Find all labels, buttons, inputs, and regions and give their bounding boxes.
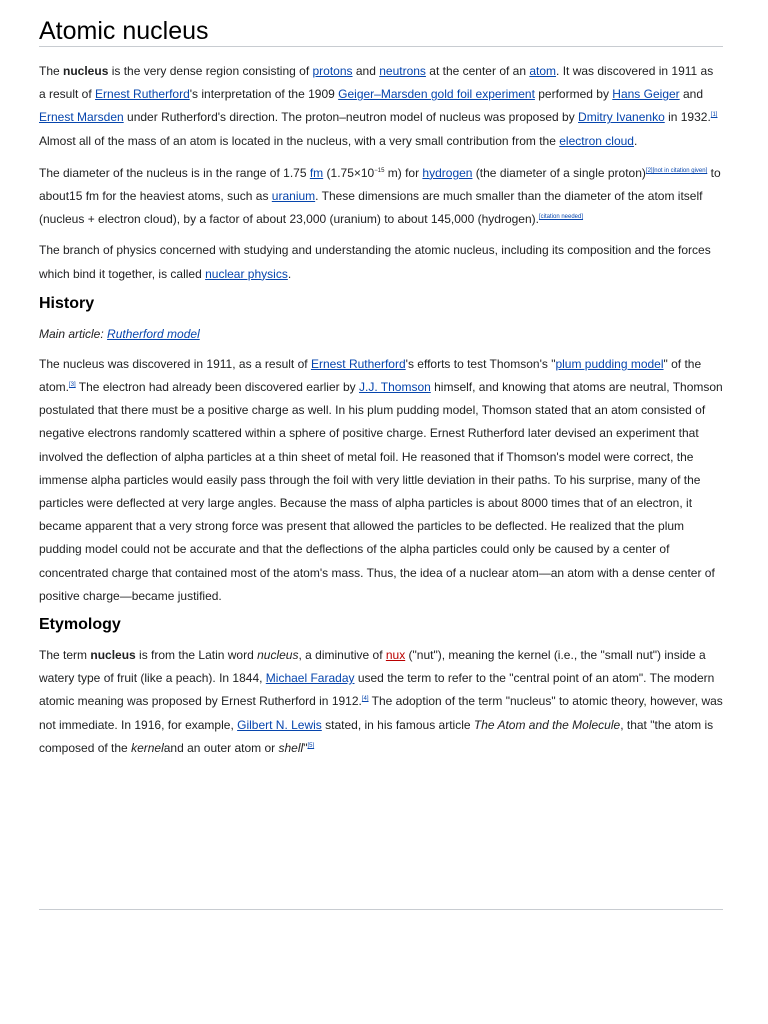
text: m) for — [384, 165, 423, 180]
link-neutrons[interactable]: neutrons — [379, 64, 426, 78]
text: and an outer atom or — [163, 740, 279, 755]
section-heading-etymology: Etymology — [39, 616, 121, 634]
italic-term: kernel — [131, 740, 164, 755]
italic-term: shell — [278, 740, 304, 755]
link-nux[interactable]: nux — [385, 648, 406, 663]
hatnote-main-article — [39, 324, 723, 344]
intro-paragraph-1 — [39, 60, 723, 153]
link-atom[interactable]: atom — [529, 64, 557, 78]
reference-2[interactable] — [646, 168, 707, 174]
text: " of the atom. — [39, 356, 702, 395]
link-hydrogen[interactable]: hydrogen — [422, 165, 473, 180]
reference-link[interactable]: [3] — [69, 382, 76, 389]
text: to about15 fm for the heaviest atoms, such as — [39, 165, 721, 204]
text: Almost all of the mass of an atom is located in the nucleus, with a very small contribution from the — [39, 133, 560, 148]
section-heading-history: History — [39, 294, 95, 312]
link-nuclear-physics[interactable]: nuclear physics — [205, 266, 288, 281]
text: (1.75×10 — [323, 165, 375, 180]
text: and — [352, 64, 380, 78]
citation-needed-link[interactable]: [citation needed] — [538, 214, 584, 221]
text: . These dimensions are much smaller than the diameter of the atom itself (nucleus + electron cloud), by a factor of about 23,000 (uranium) to about 145,000 (hydrogen). — [39, 189, 703, 227]
link-geiger-marsden-experiment[interactable]: Geiger–Marsden gold foil experiment — [338, 87, 535, 102]
link-hans-geiger[interactable]: Hans Geiger — [612, 87, 680, 102]
link-michael-faraday[interactable]: Michael Faraday — [265, 671, 355, 686]
text: The adoption of the term "nucleus" to atomic theory, however, was not immediate. In 1916, for example, — [39, 694, 723, 732]
reference-5[interactable] — [307, 743, 314, 749]
text: The — [39, 64, 64, 78]
reference-link[interactable]: [2][not in citation given] — [645, 167, 708, 174]
text: used the term to refer to the "central point of an atom". The modern atomic meaning was proposed by Ernest Rutherford in 1912. — [39, 671, 715, 709]
page-title: Atomic nucleus — [39, 16, 723, 47]
reference-link[interactable]: [5] — [307, 742, 315, 749]
link-plum-pudding-model[interactable]: plum pudding model — [555, 356, 664, 371]
reference-link[interactable]: [4] — [361, 696, 369, 703]
text: and — [679, 87, 704, 102]
text: The branch of physics concerned with studying and understanding the atomic nucleus, including its composition and the forces which bind it together, is called — [39, 243, 711, 281]
link-dmitry-ivanenko[interactable]: Dmitry Ivanenko — [578, 110, 665, 125]
text: The term — [39, 648, 91, 663]
text: (the diameter of a single proton) — [472, 165, 646, 180]
text: is from the Latin word — [135, 648, 258, 663]
intro-paragraph-2 — [39, 162, 723, 232]
link-protons[interactable]: protons — [312, 64, 353, 78]
text: at the center of an — [425, 64, 530, 78]
text: " — [303, 740, 308, 755]
link-uranium[interactable]: uranium — [271, 189, 316, 204]
link-ernest-marsden[interactable]: Ernest Marsden — [39, 110, 124, 125]
text: in 1932. — [664, 110, 711, 125]
footer-divider — [39, 909, 723, 910]
text: ("nut"), meaning the kernel (i.e., the "small nut") inside a watery type of fruit (like a peach). In 1844, — [39, 648, 706, 686]
text: The nucleus was discovered in 1911, as a result of — [39, 356, 311, 371]
reference-1[interactable] — [711, 112, 718, 118]
text: is the very dense region consisting of — [108, 64, 313, 78]
link-jj-thomson[interactable]: J.J. Thomson — [358, 380, 431, 395]
text: , that "the atom is composed of the — [39, 717, 714, 755]
text: stated, in his famous article — [321, 717, 474, 732]
text: 's efforts to test Thomson's " — [405, 356, 556, 371]
bold-term: nucleus — [90, 648, 136, 663]
link-ernest-rutherford[interactable]: Ernest Rutherford — [95, 87, 190, 102]
bold-term: nucleus — [63, 64, 109, 78]
article-content — [39, 0, 723, 760]
link-gilbert-n-lewis[interactable]: Gilbert N. Lewis — [237, 717, 322, 732]
article-title: The Atom and the Molecule — [473, 717, 621, 732]
reference-link[interactable]: [1] — [710, 112, 718, 119]
italic-term: nucleus — [257, 648, 299, 663]
reference-4[interactable] — [362, 696, 369, 702]
text: . — [633, 133, 638, 148]
intro-paragraph-3 — [39, 239, 723, 285]
link-ernest-rutherford[interactable]: Ernest Rutherford — [310, 356, 406, 371]
text: . — [287, 266, 292, 281]
link-electron-cloud[interactable]: electron cloud — [559, 133, 634, 148]
text: himself, and knowing that atoms are neutral, Thomson postulated that there must be a positive charge as well. In his plum pudding model, Thomson stated that an atom consisted of negative electrons randomly scattered within a sphere of positive charge. Ernest Rutherford later devised an experiment that involved the deflection of alpha particles at a thin sheet of metal foil. He reasoned that if Thomson's model were correct, the immense alpha particles would easily pass through the foil with very little deviation in their paths. To his surprise, many of the particles were deflected at very large angles. Because the mass of alpha particles is about 8000 times that of an electron, it became apparent that a very strong force was present that allowed the particles to be deflected. He realized that the plum pudding model could not be accurate and that the deflections of the alpha particles could only be caused by a center of concentrated charge that contained most of the atom's mass. Thus, the idea of a nuclear atom—an atom with a dense center of positive charge—became justified. — [39, 380, 723, 603]
exponent: −15 — [374, 167, 385, 174]
history-paragraph — [39, 353, 723, 608]
text: The diameter of the nucleus is in the range of 1.75 — [39, 165, 310, 180]
link-rutherford-model[interactable]: Rutherford model — [107, 326, 200, 341]
etymology-paragraph — [39, 644, 723, 760]
reference-3[interactable] — [69, 382, 76, 388]
text: under Rutherford's direction. The proton–neutron model of nucleus was proposed by — [123, 110, 579, 125]
text: 's interpretation of the 1909 — [189, 87, 339, 102]
text: The electron had already been discovered earlier by — [75, 380, 359, 395]
link-fm[interactable]: fm — [309, 165, 324, 180]
hatnote-prefix: Main article: — [39, 326, 108, 341]
citation-needed[interactable] — [539, 214, 583, 220]
text: . It was discovered in 1911 as a result of — [39, 64, 714, 102]
text: , a diminutive of — [298, 648, 386, 663]
text: performed by — [534, 87, 613, 102]
